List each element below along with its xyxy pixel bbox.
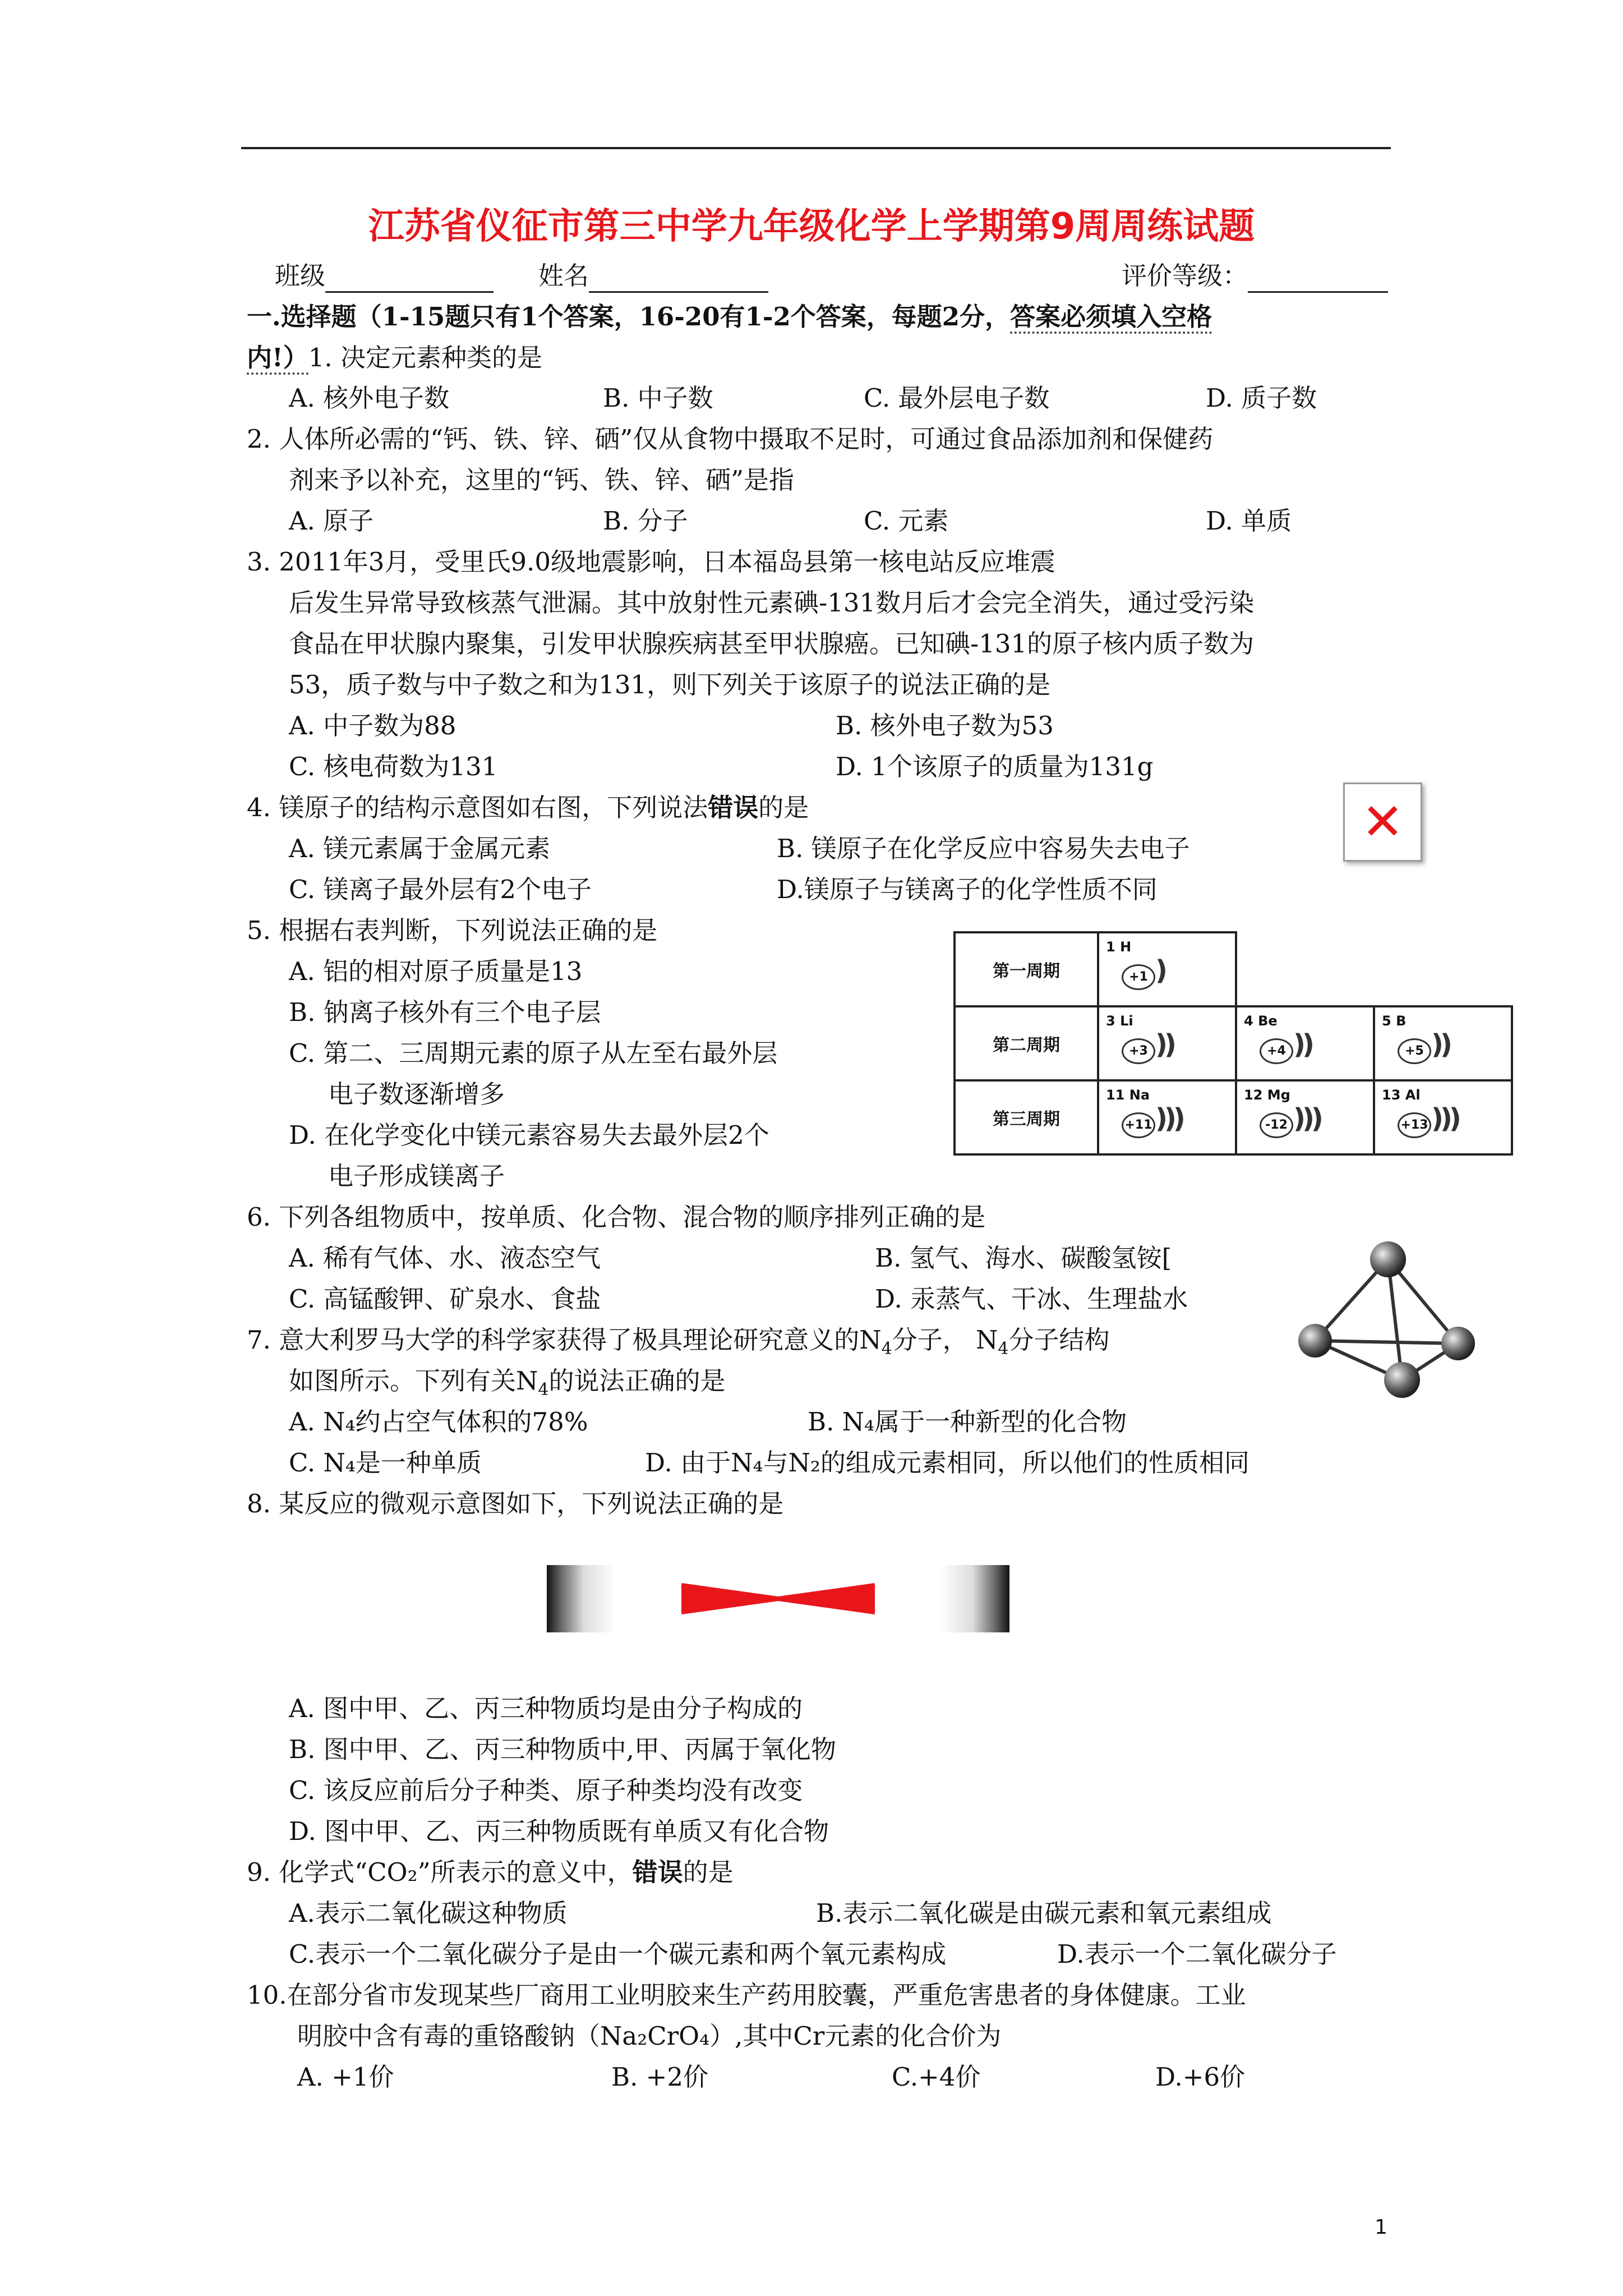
- q10-stem-cont: 明胶中含有毒的重铬酸钠（Na₂CrO₄）,其中Cr元素的化合价为: [297, 2021, 1002, 2051]
- q5-option: B. 钠离子核外有三个电子层: [289, 997, 601, 1027]
- grade-blank[interactable]: [1248, 265, 1388, 293]
- q8-stem: 8. 某反应的微观示意图如下，下列说法正确的是: [247, 1489, 784, 1519]
- q7-option: A. N₄约占空气体积的78%: [289, 1407, 588, 1437]
- atom-cell-mg: 12 Mg -12 ))): [1236, 1080, 1374, 1154]
- q7-stem-a: 7. 意大利罗马大学的科学家获得了极具理论研究意义的N: [247, 1325, 882, 1355]
- section-heading: [247, 300, 1212, 334]
- q6-stem: 6. 下列各组物质中，按单质、化合物、混合物的顺序排列正确的是: [247, 1202, 986, 1232]
- q8-option: D. 图中甲、乙、丙三种物质既有单质又有化合物: [289, 1816, 829, 1846]
- q5-option: A. 铝的相对原子质量是13: [289, 956, 583, 986]
- q7-option: D. 由于N₄与N₂的组成元素相同，所以他们的性质相同: [645, 1448, 1249, 1478]
- atom-cell-be: 4 Be +4 )): [1236, 1006, 1374, 1080]
- q9-option: A.表示二氧化碳这种物质: [289, 1898, 568, 1928]
- atom-cell-h: 1 H +1 ): [1098, 932, 1236, 1006]
- reaction-diagram-image: [547, 1565, 1009, 1632]
- q7-stem-b: 分子， N: [892, 1325, 998, 1355]
- section-heading-line2: [247, 341, 542, 375]
- page-title: 江苏省仪征市第三中学九年级化学上学期第9周周练试题: [368, 206, 1255, 247]
- q6-option: A. 稀有气体、水、液态空气: [289, 1243, 601, 1273]
- n4-molecule-image: [1290, 1234, 1481, 1414]
- q10-option: C.+4价: [892, 2062, 981, 2092]
- atom-cell-b: 5 B +5 )): [1374, 1006, 1512, 1080]
- q8-option: A. 图中甲、乙、丙三种物质均是由分子构成的: [289, 1694, 803, 1723]
- period-label: 第三周期: [955, 1080, 1098, 1154]
- q5-option: D. 在化学变化中镁元素容易失去最外层2个: [289, 1120, 769, 1150]
- q6-option: C. 高锰酸钾、矿泉水、食盐: [289, 1284, 601, 1314]
- q4-option: B. 镁原子在化学反应中容易失去电子: [777, 834, 1190, 863]
- q1-option: B. 中子数: [603, 383, 713, 413]
- q5-stem: 5. 根据右表判断，下列说法正确的是: [247, 915, 658, 945]
- q2-stem: 2. 人体所必需的“钙、铁、锌、硒”仅从食物中摄取不足时，可通过食品添加剂和保健药: [247, 424, 1214, 454]
- broken-image-cross-icon: [547, 1565, 1009, 1632]
- q3-option: B. 核外电子数为53: [836, 711, 1054, 740]
- section-heading-text: 一.选择题（1-15题只有1个答案，16-20有1-2个答案，每题2分，: [247, 302, 1011, 332]
- q4-option: A. 镁元素属于金属元素: [289, 834, 551, 863]
- q10-option: A. +1价: [297, 2062, 394, 2092]
- page-number: 1: [1375, 2216, 1387, 2239]
- q7-stem: 7. 意大利罗马大学的科学家获得了极具理论研究意义的$N_4$分子， $N_4$分子结构: [247, 1325, 1110, 1359]
- q10-option: D.+6价: [1155, 2062, 1246, 2092]
- name-label: 姓名: [538, 261, 589, 291]
- q9-option: C.表示一个二氧化碳分子是由一个碳元素和两个氧元素构成: [289, 1939, 947, 1969]
- q1-option: C. 最外层电子数: [864, 383, 1050, 413]
- q7-stem-c: 分子结构: [1008, 1325, 1110, 1355]
- broken-image-icon: ✕: [1343, 783, 1422, 862]
- q3-stem-cont: 53，质子数与中子数之和为131，则下列关于该原子的说法正确的是: [289, 670, 1051, 700]
- q9-option: D.表示一个二氧化碳分子: [1057, 1939, 1337, 1969]
- header-rule: [241, 147, 1391, 149]
- q7-option: B. N₄属于一种新型的化合物: [808, 1407, 1127, 1437]
- q1-option: A. 核外电子数: [289, 383, 450, 413]
- q5-option-cont: 电子形成镁离子: [328, 1161, 505, 1191]
- class-label: 班级: [275, 261, 326, 291]
- q6-option: D. 汞蒸气、干冰、生理盐水: [875, 1284, 1188, 1314]
- section-heading-end: 内!）: [247, 343, 308, 375]
- name-blank[interactable]: [589, 265, 768, 293]
- q2-option: B. 分子: [603, 506, 688, 536]
- q9-stem-bold: 错误: [632, 1857, 683, 1887]
- q4-stem-a: 4. 镁原子的结构示意图如右图，下列说法: [247, 793, 708, 822]
- q3-option: C. 核电荷数为131: [289, 752, 498, 781]
- atom-cell-na: 11 Na +11 ))): [1098, 1080, 1236, 1154]
- atom-cell-al: 13 Al +13 ))): [1374, 1080, 1512, 1154]
- q6-option: B. 氢气、海水、碳酸氢铵[: [875, 1243, 1172, 1273]
- q4-option: D.镁原子与镁离子的化学性质不同: [777, 875, 1158, 904]
- q4-stem-bold: 错误: [708, 793, 759, 822]
- q2-stem-cont: 剂来予以补充，这里的“钙、铁、锌、硒”是指: [289, 465, 795, 495]
- q9-stem-b: 的是: [683, 1857, 734, 1887]
- grade-field: [1122, 259, 1388, 293]
- q10-stem: 10.在部分省市发现某些厂商用工业明胶来生产药用胶囊，严重危害患者的身体健康。工业: [247, 1980, 1246, 2010]
- q1-option: D. 质子数: [1206, 383, 1317, 413]
- q7-stem-cont: 如图所示。下列有关$N_4$的说法正确的是: [289, 1366, 726, 1400]
- q8-option: C. 该反应前后分子种类、原子种类均没有改变: [289, 1775, 803, 1805]
- q4-option: C. 镁离子最外层有2个电子: [289, 875, 592, 904]
- name-field: [538, 259, 768, 293]
- period-label: 第二周期: [955, 1006, 1098, 1080]
- q4-stem-b: 的是: [758, 793, 809, 822]
- q7-stem-e: 的说法正确的是: [548, 1366, 726, 1396]
- atom-cell-li: 3 Li +3 )): [1098, 1006, 1236, 1080]
- class-blank[interactable]: [325, 265, 494, 293]
- q7-stem-d: 如图所示。下列有关N: [289, 1366, 538, 1396]
- q4-stem: [247, 791, 809, 825]
- section-heading-emph: 答案必须填入空格: [1010, 302, 1212, 334]
- q7-option: C. N₄是一种单质: [289, 1448, 482, 1478]
- q3-stem-cont: 后发生异常导致核蒸气泄漏。其中放射性元素碘-131数月后才会完全消失，通过受污染: [289, 588, 1255, 618]
- q8-option: B. 图中甲、乙、丙三种物质中,甲、丙属于氧化物: [289, 1734, 836, 1764]
- q3-option: A. 中子数为88: [289, 711, 457, 740]
- class-field: [275, 259, 494, 293]
- grade-label: 评价等级：: [1122, 261, 1248, 291]
- q3-stem: 3. 2011年3月，受里氏9.0级地震影响，日本福岛县第一核电站反应堆震: [247, 547, 1055, 577]
- q1-stem: 1. 决定元素种类的是: [308, 343, 543, 372]
- q2-option: D. 单质: [1206, 506, 1292, 536]
- q9-stem-a: 9. 化学式“CO₂”所表示的意义中，: [247, 1857, 633, 1887]
- q3-stem-cont: 食品在甲状腺内聚集，引发甲状腺疾病甚至甲状腺癌。已知碘-131的原子核内质子数为: [289, 629, 1255, 659]
- q5-option-cont: 电子数逐渐增多: [328, 1079, 505, 1109]
- period-table: [953, 931, 1513, 1156]
- q3-option: D. 1个该原子的质量为131g: [836, 752, 1154, 781]
- q9-option: B.表示二氧化碳是由碳元素和氧元素组成: [816, 1898, 1272, 1928]
- q9-stem: [247, 1856, 734, 1889]
- q2-option: A. 原子: [289, 506, 374, 536]
- period-label: 第一周期: [955, 932, 1098, 1006]
- q10-option: B. +2价: [611, 2062, 709, 2092]
- q2-option: C. 元素: [864, 506, 949, 536]
- q5-option: C. 第二、三周期元素的原子从左至右最外层: [289, 1038, 778, 1068]
